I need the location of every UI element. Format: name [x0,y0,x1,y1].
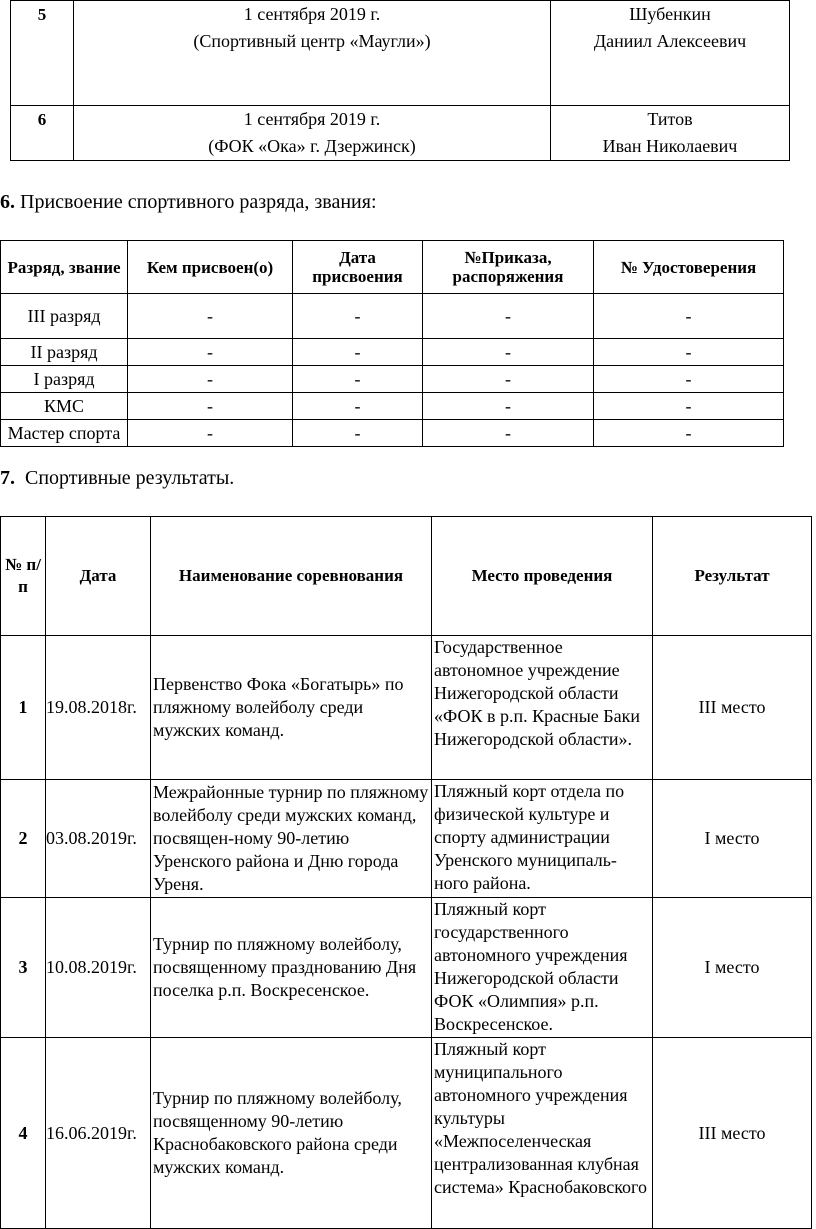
coach-date: 1 сентября 2019 г. [243,109,381,129]
competition-place: Пляжный корт отдела по физической культуре и спорту администрации Уренского муниципаль-ного района. [432,780,653,898]
table-row [1,420,784,447]
table-cell: - [594,393,784,420]
competition-name: Первенство Фока «Богатырь» по пляжному волейболу среди мужских команд. [151,636,432,780]
table-cell: - [293,339,423,366]
section-number: 7. [0,467,15,489]
rank-cell: I разряд [1,366,128,393]
result-value: III место [653,636,812,780]
table-row [1,294,784,339]
table-row [11,1,790,106]
coach-date: 1 сентября 2019 г. [243,4,381,24]
result-date: 19.08.2018г. [46,636,151,780]
table-cell: - [128,393,293,420]
column-header: Результат [653,517,812,636]
rank-cell: II разряд [1,339,128,366]
column-header: Кем присвоен(о) [128,241,293,294]
competition-name: Турнир по пляжному волейболу, посвященному 90-летию Краснобаковского района среди мужских команд. [151,1038,432,1229]
table-cell: - [423,420,594,447]
table-row [1,366,784,393]
column-header: № п/п [1,517,46,636]
table-cell: - [128,366,293,393]
competition-name: Межрайонные турнир по пляжному волейболу среди мужских команд, посвящен-ному 90-летию Уренского района и Дню города Уреня. [151,780,432,898]
coach-date-cell [74,1,551,106]
competition-place: Пляжный корт муниципального автономного учреждения культуры «Межпоселенческая централизованная клубная система» Краснобаковского [432,1038,653,1229]
results-table [0,516,812,1229]
section-number: 6. [0,191,15,213]
table-row [1,1038,812,1229]
table-cell: - [423,294,594,339]
table-header-row [1,517,812,636]
competition-name: Турнир по пляжному волейболу, посвященному празднованию Дня поселка р.п. Воскресенское. [151,898,432,1038]
coach-surname: Титов [647,109,693,129]
table-row [1,636,812,780]
result-date: 16.06.2019г. [46,1038,151,1229]
table-row [1,393,784,420]
competition-place: Пляжный корт государственного автономного учреждения Нижегородской области ФОК «Олимпия» р.п. Воскресенское. [432,898,653,1038]
table-row [1,780,812,898]
table-cell: - [594,420,784,447]
table-cell: - [423,393,594,420]
row-number: 2 [1,780,46,898]
table-cell: - [594,339,784,366]
coach-given-name: Иван Николаевич [602,136,738,156]
result-value: III место [653,1038,812,1229]
row-number: 4 [1,1038,46,1229]
row-number: 1 [1,636,46,780]
result-date: 03.08.2019г. [46,780,151,898]
table-row [1,339,784,366]
column-header: Дата присвоения [293,241,423,294]
table-row [1,898,812,1038]
table-cell: - [128,339,293,366]
row-number: 3 [1,898,46,1038]
column-header: Дата [46,517,151,636]
coaches-table [10,0,790,161]
column-header: Разряд, звание [1,241,128,294]
table-cell: - [293,366,423,393]
coach-given-name: Даниил Алексеевич [593,31,747,51]
coach-date-cell [74,106,551,161]
rank-cell: КМС [1,393,128,420]
column-header: Наименование соревнования [151,517,432,636]
coach-number: 6 [11,106,74,161]
coach-number: 5 [11,1,74,106]
section-6-title [0,190,377,214]
table-header-row [1,241,784,294]
table-cell: - [293,420,423,447]
rank-cell: III разряд [1,294,128,339]
table-cell: - [293,294,423,339]
section-title-text: Спортивные результаты. [15,467,235,489]
column-header: №Приказа, распоряжения [423,241,594,294]
column-header: Место проведения [432,517,653,636]
table-cell: - [423,339,594,366]
result-value: I место [653,898,812,1038]
table-cell: - [293,393,423,420]
section-7-title [0,466,234,490]
table-cell: - [423,366,594,393]
column-header: № Удостоверения [594,241,784,294]
coach-place: (ФОК «Ока» г. Дзержинск) [208,136,416,156]
coach-name-cell [551,1,790,106]
table-cell: - [594,294,784,339]
table-row [11,106,790,161]
table-cell: - [128,294,293,339]
result-date: 10.08.2019г. [46,898,151,1038]
section-title-text: Присвоение спортивного разряда, звания: [15,191,377,213]
table-cell: - [128,420,293,447]
ranks-table [0,240,784,447]
coach-place: (Спортивный центр «Маугли») [193,31,431,51]
coach-surname: Шубенкин [629,4,711,24]
competition-place: Государственное автономное учреждение Нижегородской области «ФОК в р.п. Красные Баки Нижегородской области». [432,636,653,780]
coach-name-cell [551,106,790,161]
rank-cell: Мастер спорта [1,420,128,447]
result-value: I место [653,780,812,898]
table-cell: - [594,366,784,393]
